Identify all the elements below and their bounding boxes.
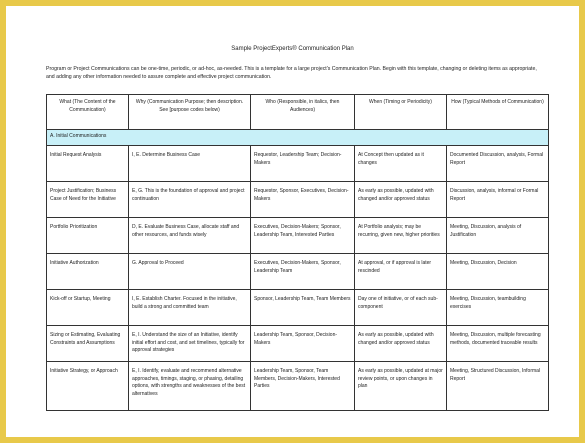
cell-why: E, G. This is the foundation of approval and project continuation [129,182,251,218]
cell-why: I, E. Establish Charter. Focused in the initiative, build a strong and committed team [129,290,251,326]
cell-how: Meeting, Discussion, teambuilding exercises [447,290,549,326]
cell-how: Meeting, Structured Discussion, Informal Report [447,362,549,411]
cell-what: Initial Request Analysis [47,146,129,182]
cell-how: Meeting, Discussion, multiple forecasting methods, documented traceable results [447,326,549,362]
document-page [6,6,579,437]
section-title: A. Initial Communications [47,130,549,146]
intro-paragraph: Program or Project Communications can be one-time, periodic, or ad-hoc, as-needed. This is a template for a large project's Communication Plan. Begin with this template, changing or deleting items as appropriate, and adding any other information needed to assure complete and effective project communication. [46,66,537,80]
header-who: Who (Responsible, in italics, then Audiences) [251,95,355,130]
cell-when: At Portfolio analysis; may be recurring, given new, higher priorities [355,218,447,254]
cell-what: Initiative Authorization [47,254,129,290]
header-what: What (The Content of the Communication) [47,95,129,130]
table-row [47,182,549,218]
cell-why: E, I. Understand the size of an Initiative, identify initial effort and cost, and set timelines, typically for approval strategies [129,326,251,362]
cell-who: Leadership Team, Sponsor, Team Members, Decision-Makers, Interested Parties [251,362,355,411]
table-row [47,146,549,182]
table-header-row [47,95,549,130]
cell-when: At Concept then updated as it changes [355,146,447,182]
cell-when: As early as possible, updated at major review points, or upon changes in plan [355,362,447,411]
table-row [47,218,549,254]
cell-what: Kick-off or Startup, Meeting [47,290,129,326]
cell-when: Day one of initiative, or of each sub-component [355,290,447,326]
cell-who: Executives, Decision-Makers, Sponsor, Leadership Team [251,254,355,290]
cell-who: Requestor, Leadership Team; Decision-Makers [251,146,355,182]
cell-when: As early as possible, updated with changed and/or approved status [355,182,447,218]
table-row [47,254,549,290]
cell-when: As early as possible, updated with changed and/or approved status [355,326,447,362]
cell-who: Leadership Team, Sponsor, Decision-Makers [251,326,355,362]
cell-what: Project Justification; Business Case of Need for the Initiative [47,182,129,218]
document-title: Sample ProjectExperts® Communication Plan [231,46,354,52]
communication-plan-table [46,94,549,411]
header-why: Why (Communication Purpose; then description. See [purpose codes below) [129,95,251,130]
cell-how: Documented Discussion, analysis, Formal Report [447,146,549,182]
cell-what: Portfolio Prioritization [47,218,129,254]
cell-how: Meeting, Discussion, Decision [447,254,549,290]
section-row [47,130,549,146]
cell-how: Discussion, analysis, informal or Formal Report [447,182,549,218]
cell-when: At approval, or if approval is later rescinded [355,254,447,290]
cell-what: Initiative Strategy, or Approach [47,362,129,411]
cell-who: Requestor, Sponsor, Executives, Decision-Makers [251,182,355,218]
cell-what: Sizing or Estimating, Evaluating Constraints and Assumptions [47,326,129,362]
table-row [47,326,549,362]
cell-why: D, E. Evaluate Business Case, allocate staff and other resources, and funds wisely [129,218,251,254]
table-row [47,362,549,411]
header-how: How (Typical Methods of Communication) [447,95,549,130]
cell-how: Meeting, Discussion, analysis of Justification [447,218,549,254]
cell-why: E, I. Identify, evaluate and recommend alternative approaches, timings, staging, or phasing, detailing options, with strengths and weaknesses of the best alternatives [129,362,251,411]
table-row [47,290,549,326]
cell-why: I, E. Determine Business Case [129,146,251,182]
cell-why: G. Approval to Proceed [129,254,251,290]
header-when: When (Timing or Periodicity) [355,95,447,130]
cell-who: Sponsor, Leadership Team, Team Members [251,290,355,326]
cell-who: Executives, Decision-Makers; Sponsor, Leadership Team, Interested Parties [251,218,355,254]
